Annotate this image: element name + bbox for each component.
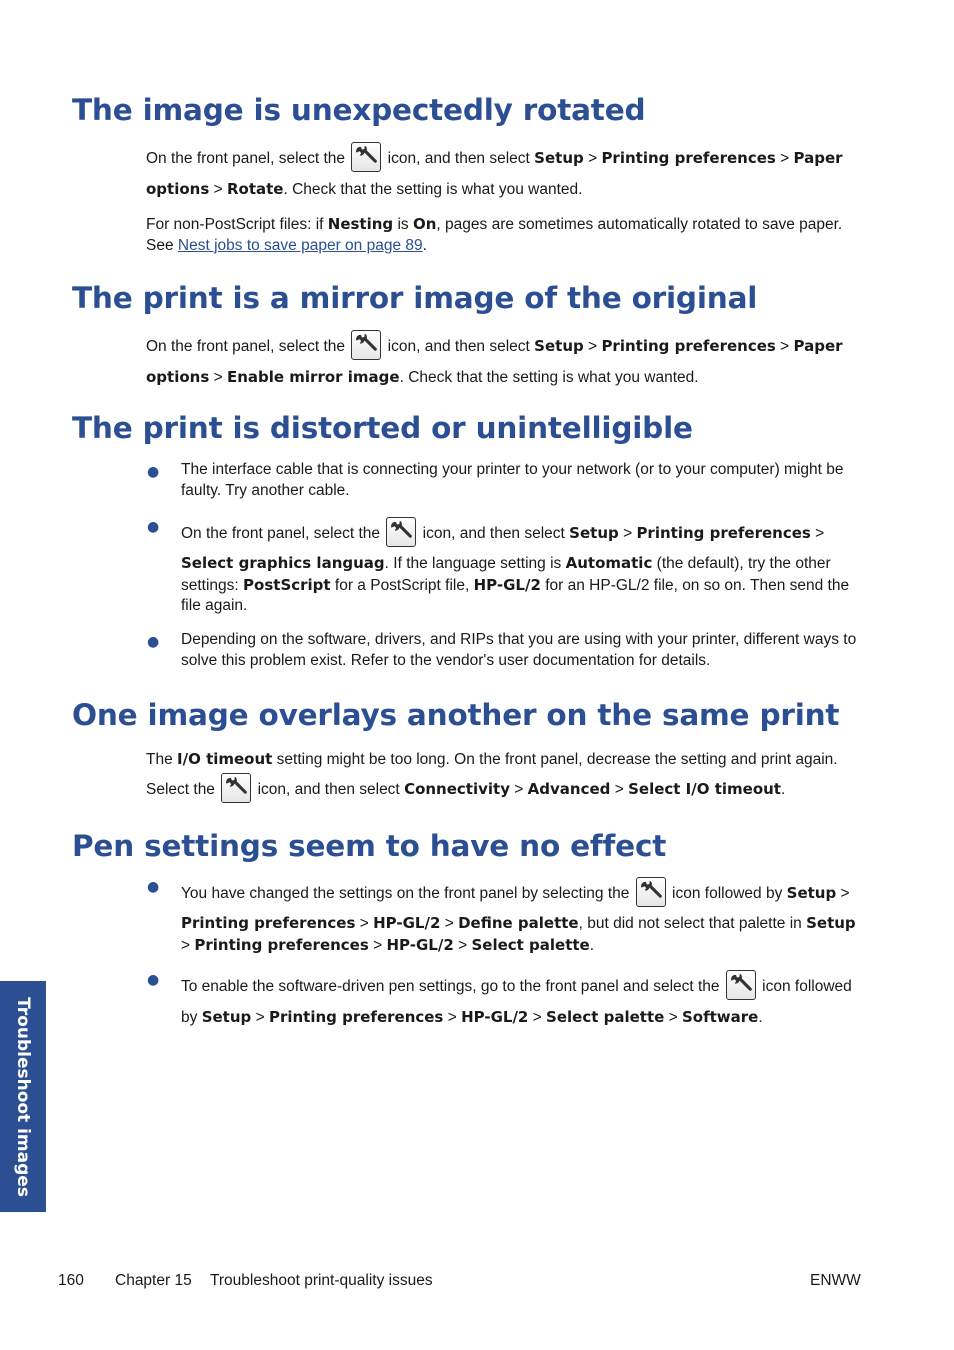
page-number: 160 bbox=[58, 1272, 84, 1289]
bullet-dot: ● bbox=[147, 519, 160, 535]
bullet-dot: ● bbox=[147, 464, 160, 480]
side-tab-label: Troubleshoot images bbox=[13, 996, 33, 1197]
bullet-distorted-3: Depending on the software, drivers, and RIPs that you are using with your printer, different ways to solve this problem exist. Refer to the vendor's user documentation for details. bbox=[181, 631, 857, 669]
bullet-distorted-2b: Select graphics languag. If the language setting is Automatic (the default), try the other settings: PostScript for a PostScript file, HP-GL/2 for an HP-GL/2 file, on so on. Then send the file again. bbox=[181, 554, 850, 614]
side-tab bbox=[0, 981, 46, 1212]
wrench-icon bbox=[386, 517, 416, 547]
heading-overlay: One image overlays another on the same print bbox=[72, 698, 840, 732]
heading-rotated: The image is unexpectedly rotated bbox=[72, 93, 646, 127]
footer-chapter-title: Troubleshoot print-quality issues bbox=[210, 1272, 433, 1289]
nest-jobs-link[interactable]: Nest jobs to save paper on page 89 bbox=[177, 236, 423, 254]
bullet-pen-1b: Printing preferences > HP-GL/2 > Define palette, but did not select that palette in Setup > Printing preferences > HP-GL/2 > Select palette. bbox=[181, 914, 856, 954]
wrench-icon bbox=[636, 877, 666, 907]
paragraph-overlay-1: The I/O timeout setting might be too long. On the front panel, decrease the setting and print again. Select the icon, and then select Connectivity > Advanced > Select I/O timeout. bbox=[146, 746, 862, 803]
bullet-pen-2: To enable the software-driven pen settings, go to the front panel and select the icon followed by Setup > Printing preferences > HP-GL/2 > Select palette > Software. bbox=[181, 970, 861, 1033]
heading-pen: Pen settings seem to have no effect bbox=[72, 829, 667, 863]
footer-chapter: Chapter 15 bbox=[115, 1272, 192, 1289]
paragraph-mirror-1: On the front panel, select the icon, and then select Setup > Printing preferences > Paper options > Enable mirror image. Check that the setting is what you wanted. bbox=[146, 330, 862, 393]
paragraph-rotated-1: On the front panel, select the icon, and then select Setup > Printing preferences > Paper options > Rotate. Check that the setting is what you wanted. bbox=[146, 142, 862, 205]
bullet-dot: ● bbox=[147, 972, 160, 988]
heading-distorted: The print is distorted or unintelligible bbox=[72, 411, 693, 445]
bullet-distorted-2a: On the front panel, select the icon, and then select Setup > Printing preferences > bbox=[181, 517, 861, 549]
bullet-distorted-1: The interface cable that is connecting your printer to your network (or to your computer) might be faulty. Try another cable. bbox=[181, 461, 844, 499]
heading-mirror: The print is a mirror image of the original bbox=[72, 281, 758, 315]
wrench-icon bbox=[351, 330, 381, 360]
bullet-pen-1a: You have changed the settings on the front panel by selecting the icon followed by Setup > bbox=[181, 877, 861, 909]
wrench-icon bbox=[351, 142, 381, 172]
paragraph-rotated-2: For non-PostScript files: if Nesting is On, pages are sometimes automatically rotated to save paper. See Nest jobs to save paper on page 89. bbox=[146, 215, 843, 254]
wrench-icon bbox=[726, 970, 756, 1000]
bullet-dot: ● bbox=[147, 634, 160, 650]
bullet-dot: ● bbox=[147, 879, 160, 895]
footer-code: ENWW bbox=[810, 1272, 861, 1289]
wrench-icon bbox=[221, 773, 251, 803]
